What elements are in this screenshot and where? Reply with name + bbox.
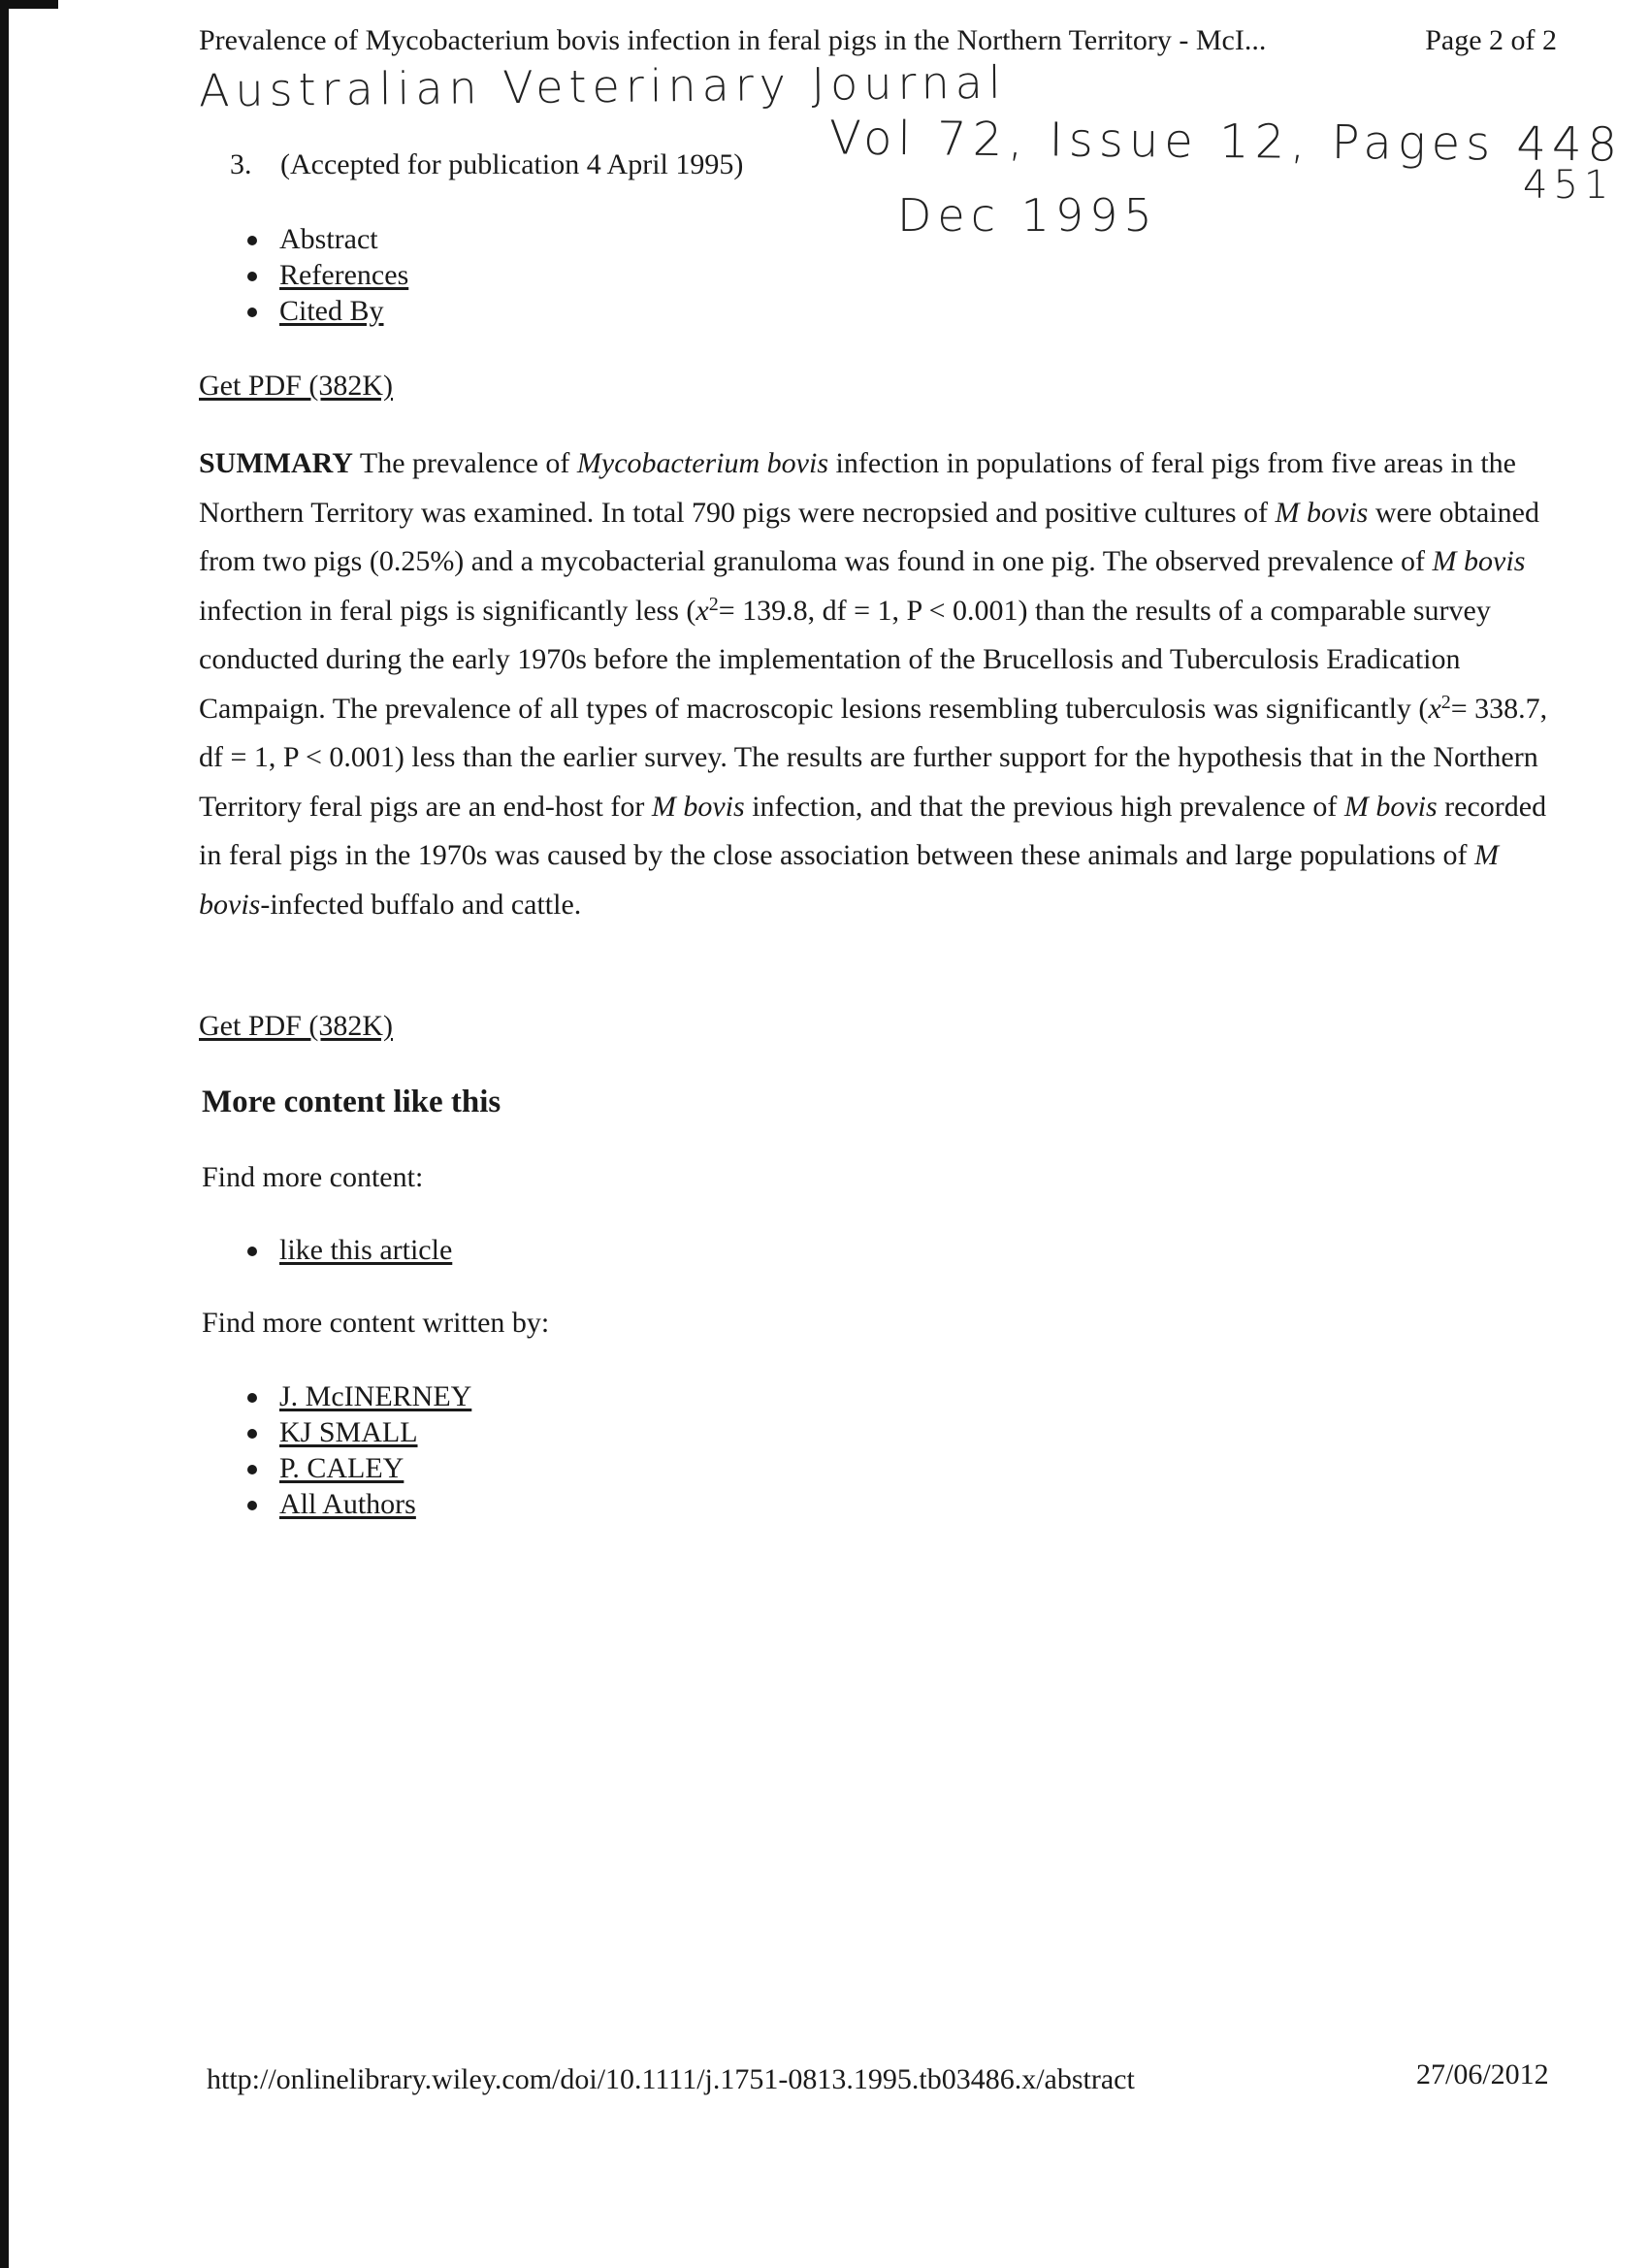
summary-text: = 338.7, df = 1, P < 0.001) less than the earlier survey. The results are further support for the hypothesis that in the Northern Territory feral pigs are an end-host for (199, 692, 1548, 823)
list-item[interactable] (247, 1232, 452, 1268)
handwritten-pages-end-note: 451 (1523, 163, 1615, 208)
get-pdf-label[interactable]: Get PDF (382K) (199, 370, 393, 402)
author-link[interactable]: J. McINERNEY (279, 1380, 472, 1412)
accepted-note (230, 147, 743, 182)
summary-text: infection in populations of feral pigs from five areas in the Northern Territory was examined. In total 790 pigs were necropsied and positive cultures of (199, 447, 1516, 529)
summary-text: = 139.8, df = 1, P < 0.001) than the results of a comparable survey conducted during the early 1970s before the implementation of the Brucellosis and Tuberculosis Eradication Campaign. The prevalence of all types of macroscopic lesions resembling tuberculosis was significantly ( (199, 594, 1491, 725)
species-name: Mycobacterium bovis (576, 447, 829, 479)
find-by-label: Find more content written by: (202, 1307, 550, 1339)
scan-corner (0, 0, 58, 9)
list-item[interactable] (247, 1414, 471, 1450)
tab-abstract[interactable] (247, 221, 408, 257)
summary-text: -infected buffalo and cattle. (260, 888, 582, 921)
find-more-label: Find more content: (202, 1161, 424, 1193)
handwritten-volume-note: Vol 72, Issue 12, Pages 448 (828, 111, 1624, 173)
tab-label[interactable]: References (279, 259, 409, 291)
page-title: Prevalence of Mycobacterium bovis infection in feral pigs in the Northern Territory - McI... (199, 24, 1267, 56)
author-link[interactable]: KJ SMALL (279, 1416, 418, 1448)
summary-heading: SUMMARY (199, 447, 353, 479)
species-name: M bovis (1343, 790, 1438, 823)
superscript: 2 (708, 593, 719, 615)
chi-symbol: x (1428, 692, 1441, 725)
superscript: 2 (1440, 691, 1451, 713)
species-name: M bovis (651, 790, 745, 823)
accepted-text: (Accepted for publication 4 April 1995) (280, 148, 744, 180)
page-indicator: Page 2 of 2 (1425, 24, 1557, 56)
species-name: M bovis (1275, 496, 1369, 529)
tab-label: Abstract (279, 223, 378, 255)
tab-label[interactable]: Cited By (279, 295, 384, 327)
species-name: M bovis (199, 839, 1499, 921)
more-content-title: More content like this (202, 1085, 501, 1119)
get-pdf-link-bottom[interactable] (199, 1009, 393, 1044)
summary-text: infection in feral pigs is significantly less ( (199, 594, 696, 627)
footer-date: 27/06/2012 (1416, 2058, 1549, 2090)
summary-text: The prevalence of (352, 447, 577, 479)
chi-symbol: x (695, 594, 709, 627)
like-this-article-link[interactable]: like this article (279, 1234, 453, 1266)
print-header (199, 23, 1557, 58)
summary-text: recorded in feral pigs in the 1970s was caused by the close association between these animals and large populations of (199, 790, 1547, 871)
like-this-list (247, 1232, 452, 1268)
all-authors-link[interactable]: All Authors (279, 1488, 416, 1520)
scan-edge (0, 0, 9, 2268)
tab-cited-by[interactable] (247, 293, 408, 329)
author-list (247, 1378, 471, 1522)
author-link[interactable]: P. CALEY (279, 1452, 404, 1484)
species-name: M bovis (1432, 545, 1526, 577)
accepted-number: 3. (230, 148, 252, 180)
list-item[interactable] (247, 1486, 471, 1522)
get-pdf-label[interactable]: Get PDF (382K) (199, 1010, 393, 1042)
article-tabs (247, 221, 408, 329)
get-pdf-link-top[interactable] (199, 369, 393, 404)
handwritten-journal-note: Australian Veterinary Journal (198, 55, 1007, 117)
footer-url: http://onlinelibrary.wiley.com/doi/10.1111/j.1751-0813.1995.tb03486.x/abstract (207, 2063, 1135, 2095)
handwritten-date-note: Dec 1995 (897, 189, 1158, 242)
list-item[interactable] (247, 1378, 471, 1414)
tab-references[interactable] (247, 257, 408, 293)
summary-paragraph (199, 439, 1557, 929)
summary-text: infection, and that the previous high prevalence of (744, 790, 1344, 823)
summary-text: were obtained from two pigs (0.25%) and a mycobacterial granuloma was found in one pig. The observed prevalence of (199, 496, 1539, 577)
list-item[interactable] (247, 1450, 471, 1486)
